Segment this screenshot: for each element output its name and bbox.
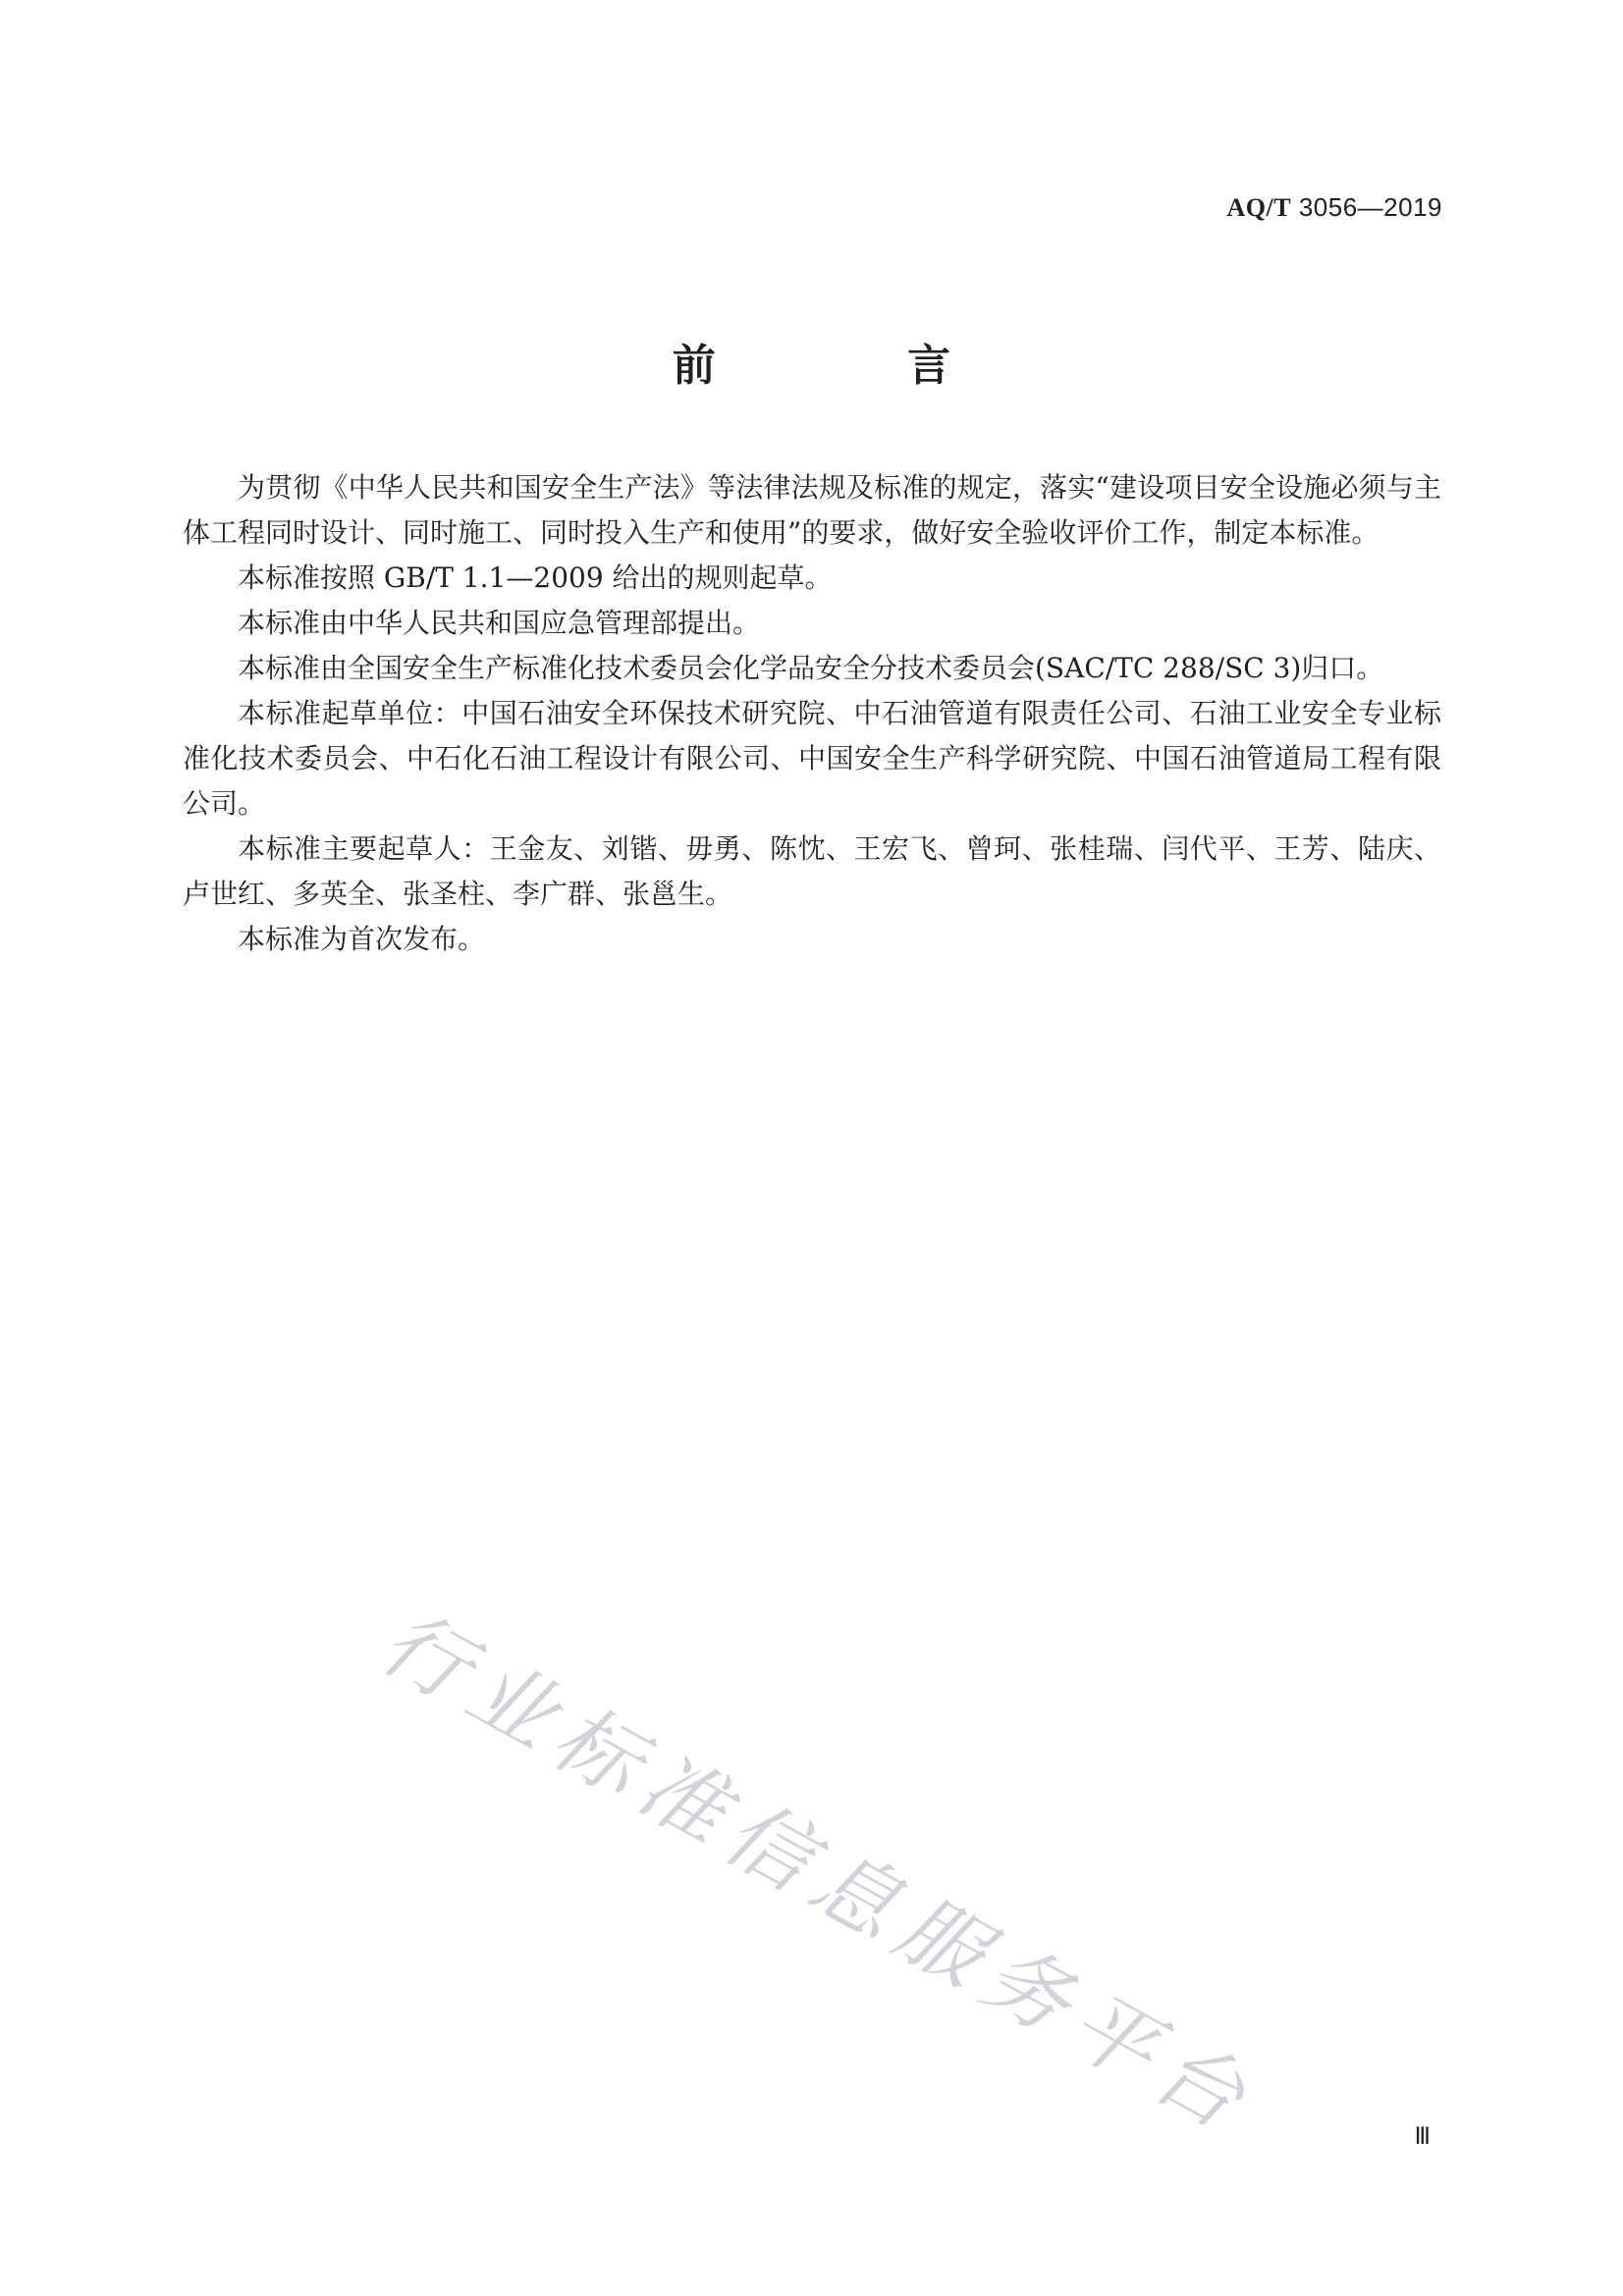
standard-code-prefix: AQ/T [1226,193,1292,222]
paragraph-drafters: 本标准主要起草人：王金友、刘锴、毋勇、陈忱、王宏飞、曾珂、张桂瑞、闫代平、王芳、陆庆、卢世红、多英全、张圣柱、李广群、张邕生。 [183,832,1441,910]
foreword-body [183,465,1441,962]
standard-code [1227,192,1443,223]
paragraph-first-release: 本标准为首次发布。 [238,923,486,955]
page-number: Ⅲ [1414,2124,1431,2150]
paragraph-purpose: 为贯彻《中华人民共和国安全生产法》等法律法规及标准的规定，落实“建设项目安全设施必须与主体工程同时设计、同时施工、同时投入生产和使用”的要求，做好安全验收评价工作，制定本标准。 [183,471,1441,549]
page-title: 前 言 [672,341,1040,391]
paragraph-drafting-units: 本标准起草单位：中国石油安全环保技术研究院、中石油管道有限责任公司、石油工业安全专业标准化技术委员会、中石化石油工程设计有限公司、中国安全生产科学研究院、中国石油管道局工程有限公司。 [183,697,1441,820]
paragraph-centralized-management: 本标准由全国安全生产标准化技术委员会化学品安全分技术委员会(SAC/TC 288/SC 3)归口。 [238,652,1384,684]
standard-code-number: 3056—2019 [1298,192,1442,222]
watermark: 行业标准信息服务平台 [364,1592,1271,2155]
paragraph-proposer: 本标准由中华人民共和国应急管理部提出。 [238,607,761,639]
paragraph-drafting-rules: 本标准按照 GB/T 1.1—2009 给出的规则起草。 [238,561,833,594]
